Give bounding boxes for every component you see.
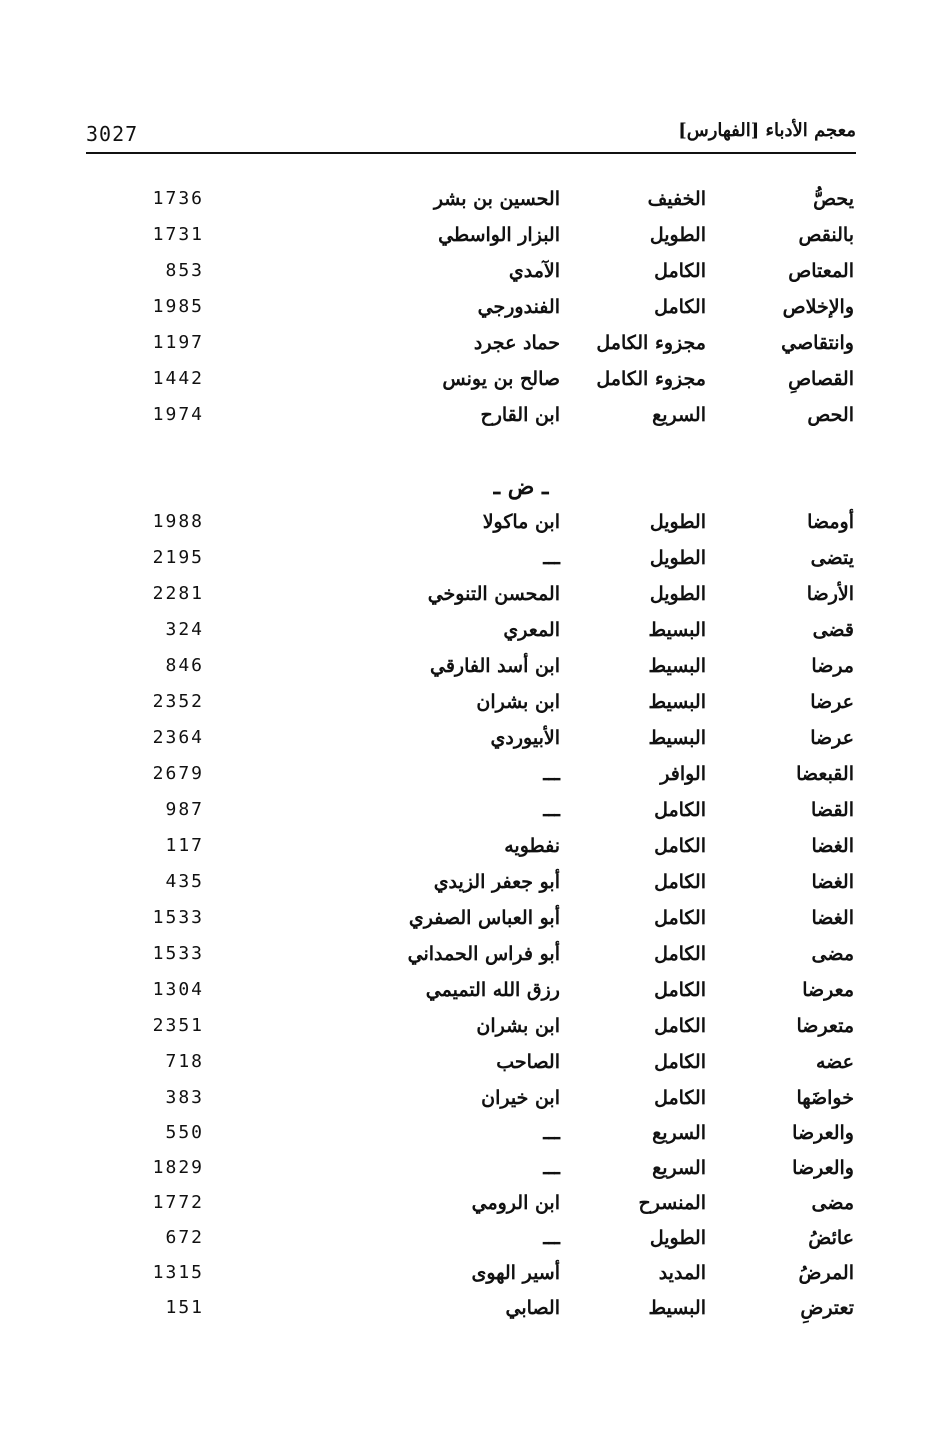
- index-row: [0, 1290, 932, 1326]
- meter-name: الطويل: [649, 547, 706, 569]
- rhyme-word: معرضا: [802, 979, 854, 1001]
- page-reference: 1772: [152, 1192, 204, 1213]
- rhyme-word: قضى: [812, 619, 854, 641]
- poet-name: أبو العباس الصفري: [408, 907, 560, 929]
- index-row: [0, 325, 932, 361]
- meter-name: السريع: [652, 1157, 706, 1179]
- page-reference: 435: [165, 871, 204, 892]
- rhyme-word: الغضا: [811, 871, 854, 893]
- rhyme-word: المرضُ: [798, 1262, 854, 1284]
- meter-name: الكامل: [654, 943, 706, 965]
- rhyme-word: المعتاص: [788, 260, 854, 282]
- rhyme-word: القصاصِ: [788, 368, 854, 390]
- meter-name: الطويل: [649, 224, 706, 246]
- meter-name: الكامل: [654, 799, 706, 821]
- page-reference: 2281: [152, 583, 204, 604]
- rhyme-word: يتضى: [810, 547, 854, 569]
- poet-name: ابن القارح: [480, 404, 560, 426]
- meter-name: البسيط: [648, 727, 706, 749]
- meter-name: الكامل: [654, 1087, 706, 1109]
- meter-name: الطويل: [649, 1227, 706, 1249]
- meter-name: البسيط: [648, 691, 706, 713]
- meter-name: البسيط: [648, 1297, 706, 1319]
- page-reference: 550: [165, 1122, 204, 1143]
- meter-name: السريع: [652, 1122, 706, 1144]
- page-reference: 1736: [152, 188, 204, 209]
- rhyme-word: مضى: [811, 943, 854, 965]
- section-heading: ـ ض ـ: [493, 474, 549, 500]
- meter-name: الكامل: [654, 835, 706, 857]
- page-reference: 987: [165, 799, 204, 820]
- page-reference: 1731: [152, 224, 204, 245]
- poet-name: ـــ: [543, 1122, 560, 1144]
- page-reference: 2351: [152, 1015, 204, 1036]
- page-reference: 672: [165, 1227, 204, 1248]
- rhyme-word: خواضَها: [796, 1087, 854, 1109]
- poet-name: ابن الرومي: [471, 1192, 560, 1214]
- index-row: [0, 1008, 932, 1044]
- poet-name: ـــ: [543, 799, 560, 821]
- meter-name: المديد: [658, 1262, 706, 1284]
- page-reference: 117: [165, 835, 204, 856]
- page-reference: 2352: [152, 691, 204, 712]
- rhyme-word: عرضا: [810, 691, 854, 713]
- poet-name: ابن بشران: [476, 691, 560, 713]
- page-number: 3027: [86, 122, 139, 146]
- meter-name: البسيط: [648, 619, 706, 641]
- meter-name: الخفيف: [647, 188, 706, 210]
- poet-name: ـــ: [543, 547, 560, 569]
- page-reference: 1974: [152, 404, 204, 425]
- poet-name: أبو فراس الحمداني: [407, 943, 560, 965]
- meter-name: الكامل: [654, 871, 706, 893]
- rhyme-word: متعرضا: [796, 1015, 854, 1037]
- index-row: [0, 540, 932, 576]
- index-row: [0, 648, 932, 684]
- index-row: [0, 900, 932, 936]
- meter-name: الكامل: [654, 260, 706, 282]
- poet-name: الحسين بن بشر: [433, 188, 560, 210]
- meter-name: مجزوء الكامل: [596, 368, 706, 390]
- poet-name: الفندورجي: [477, 296, 560, 318]
- rhyme-word: والعرضا: [792, 1157, 854, 1179]
- poet-name: المحسن التنوخي: [427, 583, 560, 605]
- rhyme-word: الغضا: [811, 835, 854, 857]
- rhyme-word: والعرضا: [792, 1122, 854, 1144]
- page-reference: 1985: [152, 296, 204, 317]
- rhyme-word: يحصُّ: [813, 188, 854, 210]
- page-reference: 853: [165, 260, 204, 281]
- rhyme-word: الغضا: [811, 907, 854, 929]
- rhyme-word: تعترضِ: [800, 1297, 854, 1319]
- meter-name: المنسرح: [638, 1192, 706, 1214]
- page-reference: 846: [165, 655, 204, 676]
- poet-name: نفطويه: [504, 835, 560, 857]
- index-row: [0, 253, 932, 289]
- poet-name: ابن خيران: [481, 1087, 560, 1109]
- rhyme-word: الأرضا: [806, 583, 854, 605]
- poet-name: أسير الهوى: [471, 1262, 560, 1284]
- poet-name: البزار الواسطي: [438, 224, 560, 246]
- rhyme-word: عائضُ: [808, 1227, 854, 1249]
- poet-name: رزق الله التميمي: [425, 979, 560, 1001]
- index-row: [0, 576, 932, 612]
- rhyme-word: مرضا: [811, 655, 854, 677]
- index-row: [0, 612, 932, 648]
- page-reference: 2195: [152, 547, 204, 568]
- meter-name: مجزوء الكامل: [596, 332, 706, 354]
- index-row: [0, 1044, 932, 1080]
- poet-name: ابن ماكولا: [482, 511, 560, 533]
- page-reference: 1197: [152, 332, 204, 353]
- rhyme-word: القبعضا: [796, 763, 854, 785]
- meter-name: الوافر: [660, 763, 706, 785]
- page-reference: 2364: [152, 727, 204, 748]
- rhyme-word: القضا: [811, 799, 854, 821]
- rhyme-word: عضه: [816, 1051, 854, 1073]
- poet-name: ابن بشران: [476, 1015, 560, 1037]
- meter-name: الكامل: [654, 296, 706, 318]
- poet-name: المعري: [503, 619, 560, 641]
- index-row: [0, 828, 932, 864]
- rhyme-word: وانتقاصي: [781, 332, 854, 354]
- index-row: [0, 504, 932, 540]
- page-reference: 1533: [152, 943, 204, 964]
- meter-name: الكامل: [654, 1015, 706, 1037]
- page-reference: 151: [165, 1297, 204, 1318]
- rhyme-word: مضى: [811, 1192, 854, 1214]
- page-reference: 1304: [152, 979, 204, 1000]
- poet-name: صالح بن يونس: [442, 368, 560, 390]
- meter-name: الطويل: [649, 511, 706, 533]
- index-row: [0, 289, 932, 325]
- meter-name: البسيط: [648, 655, 706, 677]
- index-row: [0, 792, 932, 828]
- index-row: [0, 936, 932, 972]
- index-row: [0, 684, 932, 720]
- index-row: [0, 1080, 932, 1116]
- index-row: [0, 972, 932, 1008]
- page-reference: 1533: [152, 907, 204, 928]
- poet-name: الأبيوردي: [490, 727, 560, 749]
- poet-name: أبو جعفر الزيدي: [433, 871, 560, 893]
- index-row: [0, 1255, 932, 1291]
- page-reference: 2679: [152, 763, 204, 784]
- meter-name: الطويل: [649, 583, 706, 605]
- rhyme-word: أومضا: [807, 511, 854, 533]
- index-row: [0, 181, 932, 217]
- poet-name: ابن أسد الفارقي: [430, 655, 560, 677]
- index-row: [0, 1115, 932, 1151]
- index-row: [0, 217, 932, 253]
- index-row: [0, 1185, 932, 1221]
- index-row: [0, 756, 932, 792]
- page-header: [86, 118, 856, 154]
- index-row: [0, 397, 932, 433]
- page-reference: 1315: [152, 1262, 204, 1283]
- meter-name: الكامل: [654, 1051, 706, 1073]
- poet-name: حماد عجرد: [473, 332, 560, 354]
- poet-name: ـــ: [543, 1157, 560, 1179]
- page-reference: 324: [165, 619, 204, 640]
- page-reference: 1442: [152, 368, 204, 389]
- index-row: [0, 1220, 932, 1256]
- index-row: [0, 361, 932, 397]
- poet-name: الصاحب: [496, 1051, 560, 1073]
- page-reference: 1829: [152, 1157, 204, 1178]
- meter-name: السريع: [652, 404, 706, 426]
- poet-name: الآمدي: [508, 260, 560, 282]
- meter-name: الكامل: [654, 907, 706, 929]
- index-row: [0, 1150, 932, 1186]
- poet-name: الصابي: [505, 1297, 560, 1319]
- running-title: معجم الأدباء [الفهارس]: [678, 120, 856, 141]
- rhyme-word: بالنقص: [798, 224, 854, 246]
- poet-name: ـــ: [543, 1227, 560, 1249]
- page-reference: 383: [165, 1087, 204, 1108]
- index-row: [0, 720, 932, 756]
- poet-name: ـــ: [543, 763, 560, 785]
- page-reference: 1988: [152, 511, 204, 532]
- rhyme-word: والإخلاص: [782, 296, 854, 318]
- index-row: [0, 864, 932, 900]
- rhyme-word: الحص: [807, 404, 854, 426]
- rhyme-word: عرضا: [810, 727, 854, 749]
- meter-name: الكامل: [654, 979, 706, 1001]
- page-reference: 718: [165, 1051, 204, 1072]
